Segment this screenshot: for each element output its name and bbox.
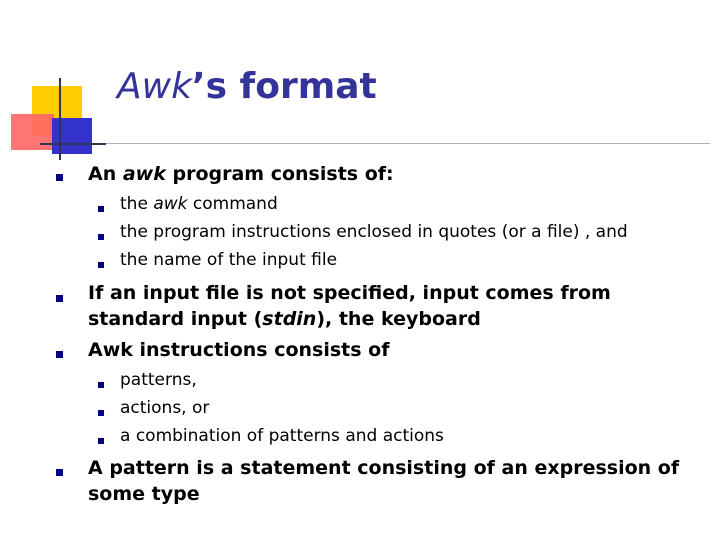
decor-vertical-line	[59, 78, 61, 160]
title-italic: Awk	[117, 66, 192, 107]
bullet-text-line: A pattern is a statement consisting of an expression of	[88, 457, 680, 479]
bullet-text-italic: awk	[122, 163, 166, 185]
bullet-text-line	[88, 306, 611, 332]
slide-title	[117, 66, 377, 107]
sub-bullet-actions: actions, or	[120, 398, 210, 418]
decor-blue-square	[52, 118, 92, 154]
bullet-text-line: If an input file is not specified, input comes from	[88, 282, 611, 304]
bullet-input-not-specified	[88, 280, 611, 332]
bullet-text: An	[88, 163, 123, 185]
sub-bullet-text: the	[120, 194, 154, 214]
bullet-square-icon	[56, 351, 63, 358]
sub-bullet-square-icon	[98, 382, 104, 388]
sub-bullet-square-icon	[98, 438, 104, 444]
decor-horizontal-line	[40, 143, 106, 145]
bullet-text-italic: stdin	[262, 308, 317, 330]
bullet-awk-instructions: Awk instructions consists of	[88, 339, 390, 361]
bullet-text: program consists of:	[165, 163, 394, 185]
bullet-pattern-definition	[88, 455, 679, 507]
sub-bullet-input-file: the name of the input file	[120, 250, 338, 270]
sub-bullet-patterns: patterns,	[120, 370, 197, 390]
sub-bullet-awk-command	[120, 190, 278, 218]
sub-bullet-text: command	[187, 194, 278, 214]
bullet-text: standard input (	[88, 308, 263, 330]
bullet-text: ), the keyboard	[316, 308, 481, 330]
title-bold: ’s format	[191, 66, 377, 107]
sub-bullet-combination: a combination of patterns and actions	[120, 426, 444, 446]
bullet-square-icon	[56, 469, 63, 476]
sub-bullet-square-icon	[98, 410, 104, 416]
title-underline	[106, 143, 710, 144]
sub-bullet-square-icon	[98, 262, 104, 268]
sub-bullet-square-icon	[98, 206, 104, 212]
bullet-square-icon	[56, 295, 63, 302]
bullet-text-line: some type	[88, 483, 200, 505]
sub-bullet-text-italic: awk	[153, 194, 188, 214]
sub-bullet-program-instructions: the program instructions enclosed in quotes (or a file) , and	[120, 222, 628, 242]
bullet-square-icon	[56, 174, 63, 181]
sub-bullet-square-icon	[98, 234, 104, 240]
bullet-awk-program	[88, 161, 394, 187]
